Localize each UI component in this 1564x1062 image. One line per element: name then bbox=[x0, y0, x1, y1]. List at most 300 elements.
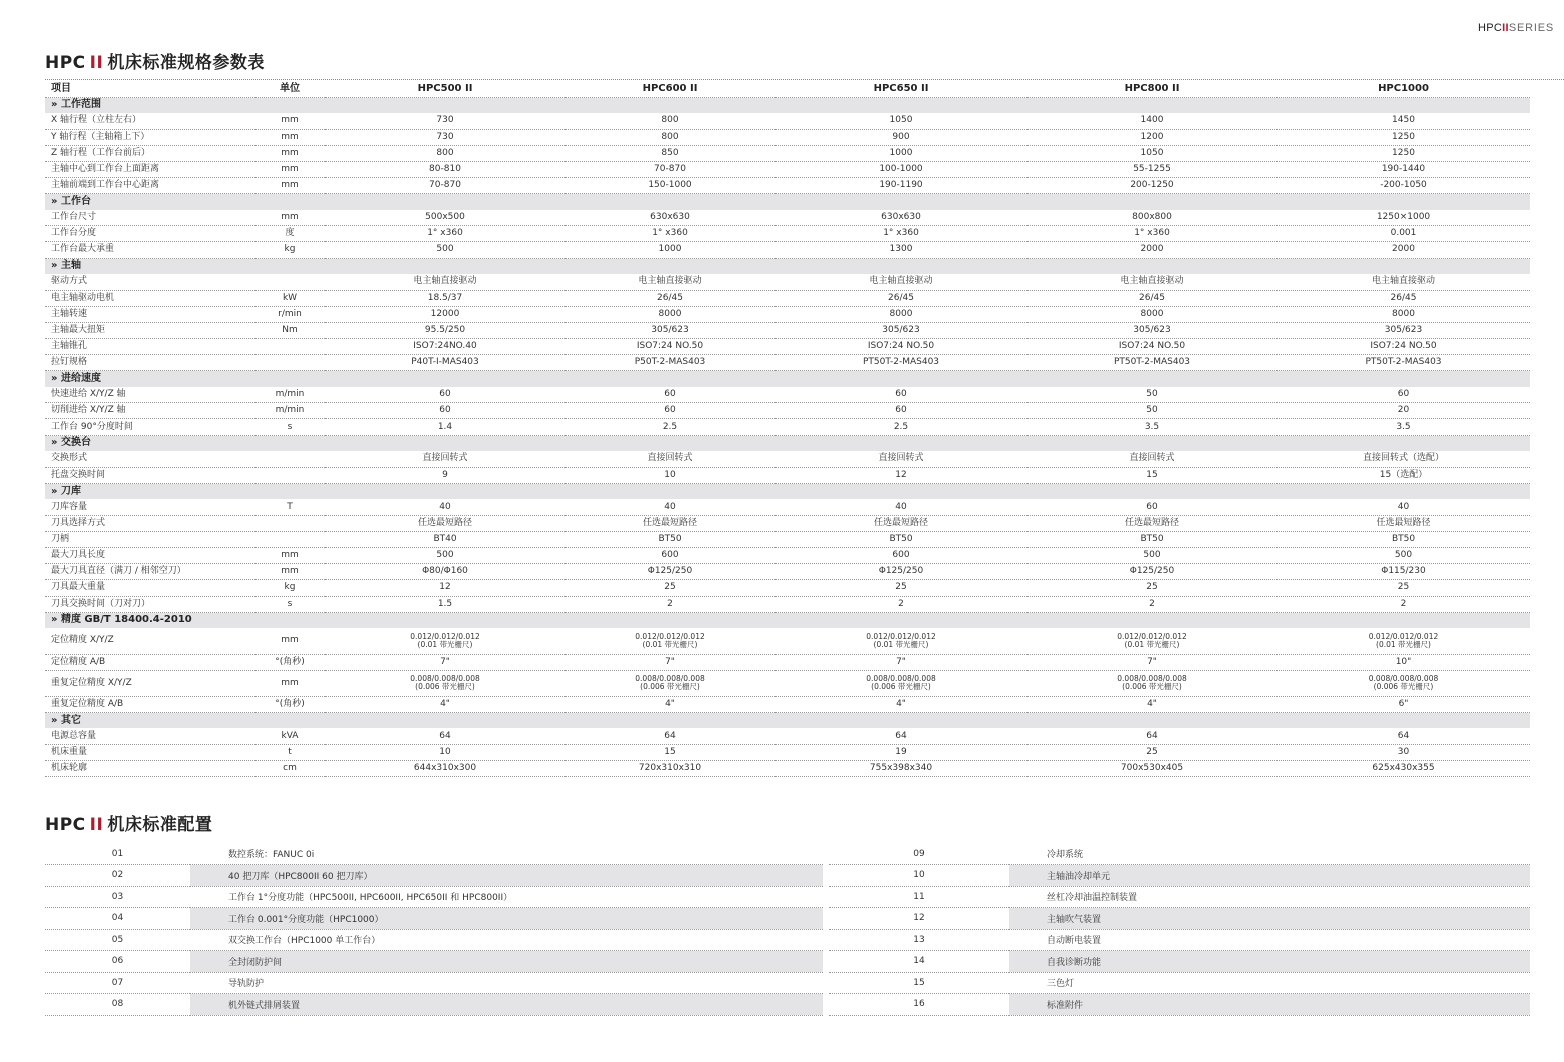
spec-value: 600 bbox=[565, 548, 775, 564]
spec-value: 305/623 bbox=[565, 322, 775, 338]
spec-item-label: 拉钉规格 bbox=[45, 355, 255, 371]
spec-unit: kVA bbox=[255, 728, 325, 744]
spec-value: 500 bbox=[1027, 548, 1277, 564]
spec-value: 100-1000 bbox=[775, 161, 1027, 177]
spec-value: Φ125/250 bbox=[775, 564, 1027, 580]
config-row bbox=[45, 843, 1530, 865]
spec-unit: mm bbox=[255, 628, 325, 654]
config-item: 数控系统：FANUC 0i bbox=[190, 843, 823, 865]
spec-value-line: 0.012/0.012/0.012 bbox=[866, 632, 936, 642]
series-label: HPCIISERIES bbox=[1478, 22, 1554, 34]
spec-row bbox=[45, 210, 1530, 226]
spec-value-line: (0.01 带光栅尺) bbox=[873, 639, 929, 649]
spec-value: 25 bbox=[1027, 745, 1277, 761]
spec-value: 7" bbox=[1027, 654, 1277, 670]
spec-value: 1450 bbox=[1277, 113, 1530, 129]
spec-value: 直接回转式 bbox=[775, 451, 1027, 467]
config-item: 40 把刀库（HPC800II 60 把刀库） bbox=[190, 865, 823, 887]
spec-value: 190-1440 bbox=[1277, 161, 1530, 177]
spec-unit: kg bbox=[255, 242, 325, 258]
spec-section-label: » 刀库 bbox=[45, 483, 1530, 499]
spec-value: 3.5 bbox=[1027, 419, 1277, 435]
spec-value: Φ80/Φ160 bbox=[325, 564, 565, 580]
spec-value: 8000 bbox=[1277, 306, 1530, 322]
config-item: 全封闭防护间 bbox=[190, 951, 823, 973]
spec-value: 直接回转式 bbox=[325, 451, 565, 467]
spec-unit: mm bbox=[255, 548, 325, 564]
spec-item-label: 最大刀具长度 bbox=[45, 548, 255, 564]
spec-item-label: 刀具最大重量 bbox=[45, 580, 255, 596]
spec-unit: m/min bbox=[255, 403, 325, 419]
spec-item-label: 工作台分度 bbox=[45, 226, 255, 242]
spec-unit bbox=[255, 451, 325, 467]
config-number: 12 bbox=[829, 908, 1009, 930]
spec-value: 40 bbox=[565, 499, 775, 515]
spec-value: 60 bbox=[1027, 499, 1277, 515]
spec-section-label: » 其它 bbox=[45, 712, 1530, 728]
spec-value: Φ125/250 bbox=[1027, 564, 1277, 580]
spec-row bbox=[45, 161, 1530, 177]
spec-value-line: (0.01 带光栅尺) bbox=[642, 639, 698, 649]
spec-value: 64 bbox=[1027, 728, 1277, 744]
spec-value: 60 bbox=[775, 403, 1027, 419]
spec-row bbox=[45, 113, 1530, 129]
spec-value: Φ125/250 bbox=[565, 564, 775, 580]
config-item: 标准附件 bbox=[1009, 994, 1530, 1016]
spec-value-line: 0.008/0.008/0.008 bbox=[1117, 674, 1187, 684]
spec-value: 2 bbox=[1277, 596, 1530, 612]
spec-item-label: 刀库容量 bbox=[45, 499, 255, 515]
spec-unit bbox=[255, 339, 325, 355]
spec-value: 10 bbox=[325, 745, 565, 761]
spec-value: 644x310x300 bbox=[325, 761, 565, 777]
spec-unit: 度 bbox=[255, 226, 325, 242]
spec-value: 64 bbox=[565, 728, 775, 744]
spec-row bbox=[45, 387, 1530, 403]
spec-value: 2.5 bbox=[775, 419, 1027, 435]
spec-value: 25 bbox=[1027, 580, 1277, 596]
spec-value: PT50T-2-MAS403 bbox=[1027, 355, 1277, 371]
spec-value-line: 0.008/0.008/0.008 bbox=[410, 674, 480, 684]
spec-value: 1250 bbox=[1277, 145, 1530, 161]
spec-value: 2000 bbox=[1277, 242, 1530, 258]
spec-row bbox=[45, 596, 1530, 612]
spec-value: 70-870 bbox=[565, 161, 775, 177]
spec-value: 150-1000 bbox=[565, 178, 775, 194]
spec-item-label: 主轴前端到工作台中心距离 bbox=[45, 178, 255, 194]
spec-value-line: 0.012/0.012/0.012 bbox=[635, 632, 705, 642]
spec-value: 15（选配） bbox=[1277, 467, 1530, 483]
spec-value: 1° x360 bbox=[1027, 226, 1277, 242]
spec-value bbox=[1027, 628, 1277, 654]
spec-row bbox=[45, 654, 1530, 670]
spec-row bbox=[45, 274, 1530, 290]
spec-section-label: » 工作台 bbox=[45, 194, 1530, 210]
spec-value: 直接回转式（选配） bbox=[1277, 451, 1530, 467]
spec-value: 12 bbox=[775, 467, 1027, 483]
spec-section-row bbox=[45, 612, 1530, 628]
config-number: 06 bbox=[45, 951, 190, 973]
spec-section-row bbox=[45, 371, 1530, 387]
spec-item-label: Y 轴行程（主轴箱上下） bbox=[45, 129, 255, 145]
config-number: 10 bbox=[829, 865, 1009, 887]
spec-value: 任选最短路径 bbox=[775, 516, 1027, 532]
config-table-title: HPC II 机床标准配置 bbox=[45, 815, 213, 835]
spec-value: 18.5/37 bbox=[325, 290, 565, 306]
config-row bbox=[45, 908, 1530, 930]
spec-section-row bbox=[45, 97, 1530, 113]
spec-value: 625x430x355 bbox=[1277, 761, 1530, 777]
config-row bbox=[45, 972, 1530, 994]
spec-row bbox=[45, 548, 1530, 564]
spec-item-label: 工作台最大承重 bbox=[45, 242, 255, 258]
spec-row bbox=[45, 178, 1530, 194]
spec-value: 1250×1000 bbox=[1277, 210, 1530, 226]
spec-value: 0.001 bbox=[1277, 226, 1530, 242]
spec-unit: mm bbox=[255, 161, 325, 177]
spec-item-label: 主轴转速 bbox=[45, 306, 255, 322]
spec-value: 50 bbox=[1027, 387, 1277, 403]
spec-value: BT50 bbox=[565, 532, 775, 548]
spec-unit: mm bbox=[255, 178, 325, 194]
spec-value: 8000 bbox=[1027, 306, 1277, 322]
spec-row bbox=[45, 145, 1530, 161]
spec-section-row bbox=[45, 483, 1530, 499]
config-number: 02 bbox=[45, 865, 190, 887]
spec-item-label: 工作台尺寸 bbox=[45, 210, 255, 226]
spec-value: 8000 bbox=[775, 306, 1027, 322]
spec-unit: s bbox=[255, 596, 325, 612]
spec-value: P40T-I-MAS403 bbox=[325, 355, 565, 371]
spec-value: 60 bbox=[565, 403, 775, 419]
spec-value: BT50 bbox=[1027, 532, 1277, 548]
spec-value: 800x800 bbox=[1027, 210, 1277, 226]
spec-item-label: 定位精度 A/B bbox=[45, 654, 255, 670]
spec-value: 25 bbox=[775, 580, 1027, 596]
spec-value: 直接回转式 bbox=[1027, 451, 1277, 467]
spec-value: 1400 bbox=[1027, 113, 1277, 129]
config-number: 01 bbox=[45, 843, 190, 865]
spec-value: ISO7:24 NO.50 bbox=[1277, 339, 1530, 355]
spec-unit: °(角秒) bbox=[255, 654, 325, 670]
spec-value bbox=[1277, 670, 1530, 696]
spec-item-label: 电源总容量 bbox=[45, 728, 255, 744]
spec-row bbox=[45, 564, 1530, 580]
spec-unit: T bbox=[255, 499, 325, 515]
config-item: 三色灯 bbox=[1009, 972, 1530, 994]
spec-value: 1200 bbox=[1027, 129, 1277, 145]
config-item: 导轨防护 bbox=[190, 972, 823, 994]
spec-value-line: 0.012/0.012/0.012 bbox=[1368, 632, 1439, 642]
spec-value: 1° x360 bbox=[565, 226, 775, 242]
spec-row bbox=[45, 226, 1530, 242]
spec-value-line: 0.008/0.008/0.008 bbox=[635, 674, 705, 684]
spec-row bbox=[45, 322, 1530, 338]
spec-value: -200-1050 bbox=[1277, 178, 1530, 194]
spec-value bbox=[775, 670, 1027, 696]
spec-unit: Nm bbox=[255, 322, 325, 338]
spec-value: 电主轴直接驱动 bbox=[325, 274, 565, 290]
spec-value: 12000 bbox=[325, 306, 565, 322]
spec-item-label: 重复定位精度 A/B bbox=[45, 696, 255, 712]
spec-value: PT50T-2-MAS403 bbox=[775, 355, 1027, 371]
spec-value: 730 bbox=[325, 129, 565, 145]
spec-value: 直接回转式 bbox=[565, 451, 775, 467]
spec-value-line: (0.006 带光栅尺) bbox=[871, 682, 931, 692]
spec-unit: mm bbox=[255, 145, 325, 161]
config-item: 双交换工作台（HPC1000 单工作台） bbox=[190, 929, 823, 951]
spec-header-cell: 单位 bbox=[255, 81, 325, 97]
spec-section-row bbox=[45, 258, 1530, 274]
config-row bbox=[45, 865, 1530, 887]
spec-value: 40 bbox=[325, 499, 565, 515]
spec-value: 26/45 bbox=[565, 290, 775, 306]
spec-value: 64 bbox=[1277, 728, 1530, 744]
spec-value: 80-810 bbox=[325, 161, 565, 177]
spec-unit: mm bbox=[255, 564, 325, 580]
spec-value: P50T-2-MAS403 bbox=[565, 355, 775, 371]
spec-value: 6" bbox=[1277, 696, 1530, 712]
spec-unit bbox=[255, 274, 325, 290]
spec-value: 720x310x310 bbox=[565, 761, 775, 777]
spec-value: 1° x360 bbox=[775, 226, 1027, 242]
spec-value: 任选最短路径 bbox=[565, 516, 775, 532]
spec-row bbox=[45, 670, 1530, 696]
spec-value: 20 bbox=[1277, 403, 1530, 419]
spec-value: 2 bbox=[565, 596, 775, 612]
spec-row bbox=[45, 339, 1530, 355]
spec-item-label: 主轴中心到工作台上面距离 bbox=[45, 161, 255, 177]
spec-value: 70-870 bbox=[325, 178, 565, 194]
spec-value: 2.5 bbox=[565, 419, 775, 435]
spec-value: 25 bbox=[565, 580, 775, 596]
spec-row bbox=[45, 451, 1530, 467]
spec-value: 4" bbox=[565, 696, 775, 712]
config-row bbox=[45, 929, 1530, 951]
spec-value: 任选最短路径 bbox=[325, 516, 565, 532]
spec-value: 7" bbox=[565, 654, 775, 670]
spec-value: 630x630 bbox=[565, 210, 775, 226]
spec-value: 200-1250 bbox=[1027, 178, 1277, 194]
spec-value: 15 bbox=[565, 745, 775, 761]
spec-value: 40 bbox=[1277, 499, 1530, 515]
spec-value bbox=[1277, 628, 1530, 654]
spec-value: 1000 bbox=[775, 145, 1027, 161]
spec-row bbox=[45, 242, 1530, 258]
spec-value: ISO7:24NO.40 bbox=[325, 339, 565, 355]
spec-section-row bbox=[45, 712, 1530, 728]
spec-row bbox=[45, 532, 1530, 548]
spec-value-line: (0.006 带光栅尺) bbox=[1373, 682, 1434, 692]
config-item: 工作台 1°分度功能（HPC500II, HPC600II, HPC650II 和 HPC800II） bbox=[190, 886, 823, 908]
spec-value: 25 bbox=[1277, 580, 1530, 596]
spec-item-label: 重复定位精度 X/Y/Z bbox=[45, 670, 255, 696]
spec-value: 任选最短路径 bbox=[1277, 516, 1530, 532]
spec-header-cell: HPC500 II bbox=[325, 81, 565, 97]
spec-row bbox=[45, 499, 1530, 515]
spec-value: 64 bbox=[325, 728, 565, 744]
spec-header-cell: HPC1000 bbox=[1277, 81, 1530, 97]
spec-unit: °(角秒) bbox=[255, 696, 325, 712]
spec-row bbox=[45, 628, 1530, 654]
spec-value: 10" bbox=[1277, 654, 1530, 670]
spec-value: 630x630 bbox=[775, 210, 1027, 226]
spec-value-line: (0.01 带光栅尺) bbox=[1124, 639, 1180, 649]
spec-value: 电主轴直接驱动 bbox=[1277, 274, 1530, 290]
spec-value: ISO7:24 NO.50 bbox=[1027, 339, 1277, 355]
spec-value: 60 bbox=[1277, 387, 1530, 403]
spec-value: 1300 bbox=[775, 242, 1027, 258]
spec-value: 30 bbox=[1277, 745, 1530, 761]
spec-value: 电主轴直接驱动 bbox=[1027, 274, 1277, 290]
spec-row bbox=[45, 129, 1530, 145]
spec-value-line: 0.012/0.012/0.012 bbox=[410, 632, 480, 642]
spec-header-cell: HPC800 II bbox=[1027, 81, 1277, 97]
spec-item-label: X 轴行程（立柱左右） bbox=[45, 113, 255, 129]
spec-value: 2000 bbox=[1027, 242, 1277, 258]
spec-unit: t bbox=[255, 745, 325, 761]
spec-item-label: 交换形式 bbox=[45, 451, 255, 467]
spec-value: 10 bbox=[565, 467, 775, 483]
spec-value: 1000 bbox=[565, 242, 775, 258]
spec-value bbox=[1027, 670, 1277, 696]
spec-item-label: 刀柄 bbox=[45, 532, 255, 548]
config-number: 07 bbox=[45, 972, 190, 994]
spec-value: 305/623 bbox=[775, 322, 1027, 338]
config-number: 04 bbox=[45, 908, 190, 930]
spec-item-label: 切削进给 X/Y/Z 轴 bbox=[45, 403, 255, 419]
config-table bbox=[45, 843, 1530, 1016]
spec-value: 40 bbox=[775, 499, 1027, 515]
spec-item-label: 工作台 90°分度时间 bbox=[45, 419, 255, 435]
spec-row bbox=[45, 355, 1530, 371]
spec-item-label: 刀具选择方式 bbox=[45, 516, 255, 532]
spec-unit: m/min bbox=[255, 387, 325, 403]
spec-value: 305/623 bbox=[1027, 322, 1277, 338]
config-number: 08 bbox=[45, 994, 190, 1016]
spec-unit: mm bbox=[255, 129, 325, 145]
spec-value: 900 bbox=[775, 129, 1027, 145]
spec-unit: mm bbox=[255, 210, 325, 226]
spec-value: 55-1255 bbox=[1027, 161, 1277, 177]
spec-value bbox=[325, 670, 565, 696]
spec-row bbox=[45, 728, 1530, 744]
spec-item-label: 最大刀具直径（满刀 / 相邻空刀） bbox=[45, 564, 255, 580]
spec-value: 电主轴直接驱动 bbox=[775, 274, 1027, 290]
config-row bbox=[45, 994, 1530, 1016]
spec-value: 电主轴直接驱动 bbox=[565, 274, 775, 290]
spec-unit: cm bbox=[255, 761, 325, 777]
config-item: 丝杠冷却油温控制装置 bbox=[1009, 886, 1530, 908]
spec-value bbox=[325, 628, 565, 654]
spec-value-line: (0.006 带光栅尺) bbox=[1122, 682, 1182, 692]
spec-section-label: » 主轴 bbox=[45, 258, 1530, 274]
spec-unit: r/min bbox=[255, 306, 325, 322]
spec-value: 800 bbox=[325, 145, 565, 161]
spec-value: 1050 bbox=[1027, 145, 1277, 161]
spec-row bbox=[45, 761, 1530, 777]
spec-item-label: 主轴最大扭矩 bbox=[45, 322, 255, 338]
spec-value: 1050 bbox=[775, 113, 1027, 129]
spec-unit: kW bbox=[255, 290, 325, 306]
config-item: 自我诊断功能 bbox=[1009, 951, 1530, 973]
spec-unit bbox=[255, 355, 325, 371]
spec-value: 2 bbox=[775, 596, 1027, 612]
spec-value-line: 0.008/0.008/0.008 bbox=[866, 674, 936, 684]
spec-section-row bbox=[45, 435, 1530, 451]
spec-value-line: 0.012/0.012/0.012 bbox=[1117, 632, 1187, 642]
spec-unit bbox=[255, 532, 325, 548]
spec-table bbox=[45, 81, 1530, 777]
spec-section-row bbox=[45, 194, 1530, 210]
spec-value: 8000 bbox=[565, 306, 775, 322]
spec-value: BT50 bbox=[775, 532, 1027, 548]
spec-value: Φ115/230 bbox=[1277, 564, 1530, 580]
spec-value: 4" bbox=[325, 696, 565, 712]
spec-unit: s bbox=[255, 419, 325, 435]
spec-value bbox=[775, 628, 1027, 654]
spec-unit: mm bbox=[255, 670, 325, 696]
spec-value-line: (0.006 带光栅尺) bbox=[640, 682, 700, 692]
spec-value: 任选最短路径 bbox=[1027, 516, 1277, 532]
spec-value: 800 bbox=[565, 129, 775, 145]
spec-value: 2 bbox=[1027, 596, 1277, 612]
spec-unit: kg bbox=[255, 580, 325, 596]
spec-value: 500 bbox=[325, 242, 565, 258]
spec-table-title: HPC II 机床标准规格参数表 bbox=[45, 53, 265, 73]
spec-value bbox=[565, 628, 775, 654]
config-number: 13 bbox=[829, 929, 1009, 951]
spec-value: 26/45 bbox=[1277, 290, 1530, 306]
spec-value: 60 bbox=[325, 403, 565, 419]
spec-row bbox=[45, 467, 1530, 483]
config-item: 主轴吹气装置 bbox=[1009, 908, 1530, 930]
config-item: 自动断电装置 bbox=[1009, 929, 1530, 951]
spec-value: 190-1190 bbox=[775, 178, 1027, 194]
spec-value: 26/45 bbox=[1027, 290, 1277, 306]
spec-value-line: 0.008/0.008/0.008 bbox=[1368, 674, 1439, 684]
spec-value: 500 bbox=[1277, 548, 1530, 564]
spec-value: 50 bbox=[1027, 403, 1277, 419]
config-item: 机外链式排屑装置 bbox=[190, 994, 823, 1016]
spec-value: ISO7:24 NO.50 bbox=[775, 339, 1027, 355]
spec-value: 60 bbox=[325, 387, 565, 403]
spec-item-label: 托盘交换时间 bbox=[45, 467, 255, 483]
spec-value: 60 bbox=[775, 387, 1027, 403]
spec-value: 64 bbox=[775, 728, 1027, 744]
config-row bbox=[45, 886, 1530, 908]
spec-row bbox=[45, 580, 1530, 596]
config-row bbox=[45, 951, 1530, 973]
spec-value: 9 bbox=[325, 467, 565, 483]
config-item: 冷却系统 bbox=[1009, 843, 1530, 865]
spec-item-label: 驱动方式 bbox=[45, 274, 255, 290]
spec-value: ISO7:24 NO.50 bbox=[565, 339, 775, 355]
spec-header-cell: HPC600 II bbox=[565, 81, 775, 97]
spec-value: 19 bbox=[775, 745, 1027, 761]
spec-row bbox=[45, 403, 1530, 419]
spec-value: 26/45 bbox=[775, 290, 1027, 306]
spec-section-label: » 精度 GB/T 18400.4-2010 bbox=[45, 612, 1530, 628]
config-number: 05 bbox=[45, 929, 190, 951]
config-number: 09 bbox=[829, 843, 1009, 865]
spec-value: BT50 bbox=[1277, 532, 1530, 548]
spec-section-label: » 交换台 bbox=[45, 435, 1530, 451]
spec-unit: mm bbox=[255, 113, 325, 129]
spec-value: 60 bbox=[565, 387, 775, 403]
spec-item-label: 电主轴驱动电机 bbox=[45, 290, 255, 306]
spec-header-cell: HPC650 II bbox=[775, 81, 1027, 97]
